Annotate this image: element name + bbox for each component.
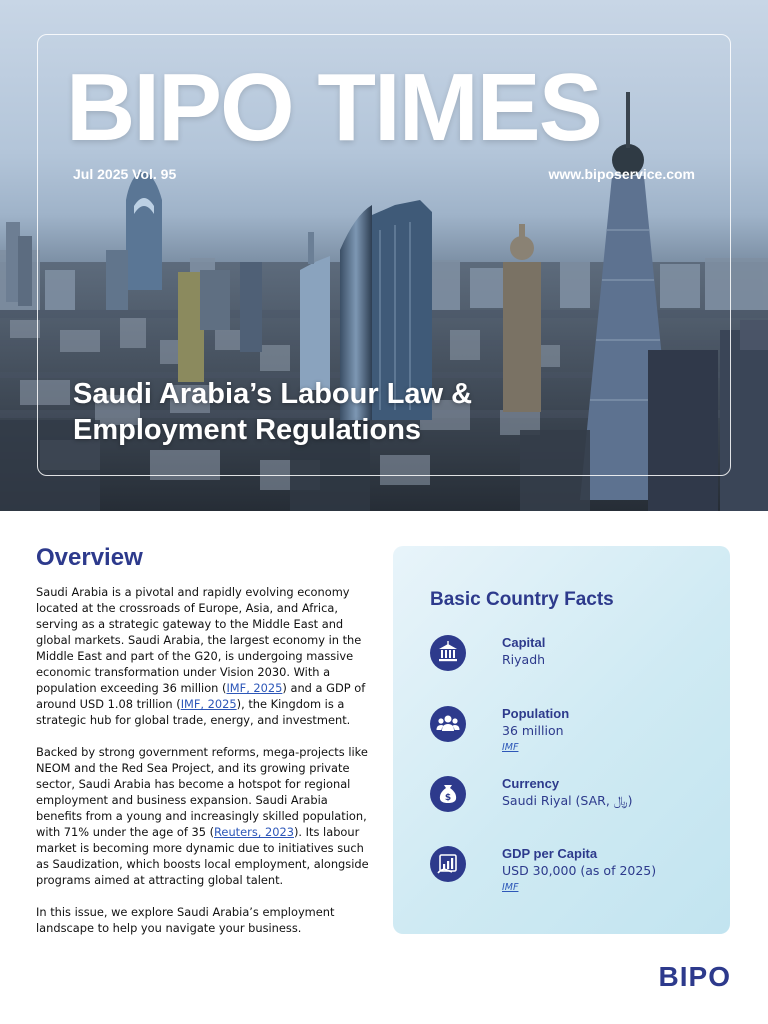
money-bag-icon [430,776,466,812]
svg-text:$: $ [444,793,452,803]
paragraph-text: ). Its labour market is becoming more dynamic due to initiatives such as Saudization, which boosts local employment, alongside programs aimed at attracting global talent. [36,825,369,887]
fact-source-link[interactable]: IMF [502,882,519,893]
fact-label: GDP per Capita [502,846,598,861]
source-link-reuters[interactable]: Reuters, 2023 [214,825,294,839]
overview-paragraph-2 [36,744,376,888]
paragraph-text: ), the Kingdom is a strategic hub for global trade, energy, and investment. [36,697,351,727]
issue-date-volume: Jul 2025 Vol. 95 [73,166,177,182]
growth-chart-icon [430,846,466,882]
government-building-icon [430,635,466,671]
overview-body [36,584,376,952]
basic-country-facts-card [393,546,730,934]
people-icon [430,706,466,742]
fact-value: 36 million [502,723,564,738]
fact-value: Riyadh [502,652,546,667]
masthead-title: BIPO TIMES [66,54,601,161]
cover-hero-image [0,0,768,511]
paragraph-text: Saudi Arabia is a pivotal and rapidly evolving economy located at the crossroads of Europe, Asia, and Africa, serving as a strategic gateway to the Middle East and global markets. Saudi Arabia, the largest economy in the Middle East and part of the G20, is undergoing massive economic transformation under Vision 2030. With a population exceeding 36 million ( [36,585,362,695]
headline-line-2: Employment Regulations [73,414,422,446]
fact-value: Saudi Riyal (SAR, ﷼) [502,793,633,808]
fact-value: USD 30,000 (as of 2025) [502,863,657,878]
paragraph-text: Backed by strong government reforms, mega-projects like NEOM and the Red Sea Project, and its growing private sector, Saudi Arabia has become a hotspot for regional employment and business expansion. Saudi Arabia benefits from a young and increasingly skilled population, with 71% under the age of 35 ( [36,745,368,839]
fact-source-link[interactable]: IMF [502,742,519,753]
fact-label: Capital [502,635,546,650]
cover-headline [73,376,593,448]
facts-heading: Basic Country Facts [430,589,614,610]
website-link[interactable]: www.biposervice.com [548,166,695,182]
source-link-imf-population[interactable]: IMF, 2025 [226,681,283,695]
fact-label: Population [502,706,570,721]
source-link-imf-gdp[interactable]: IMF, 2025 [180,697,237,711]
overview-heading: Overview [36,544,143,571]
paragraph-text: ) and a GDP of around USD 1.08 trillion ( [36,681,366,711]
headline-line-1: Saudi Arabia’s Labour Law & [73,378,473,410]
overview-paragraph-3: In this issue, we explore Saudi Arabia’s employment landscape to help you navigate your business. [36,905,335,935]
bipo-logo: BIPO [658,961,731,992]
fact-label: Currency [502,776,560,791]
overview-paragraph-1 [36,584,376,728]
